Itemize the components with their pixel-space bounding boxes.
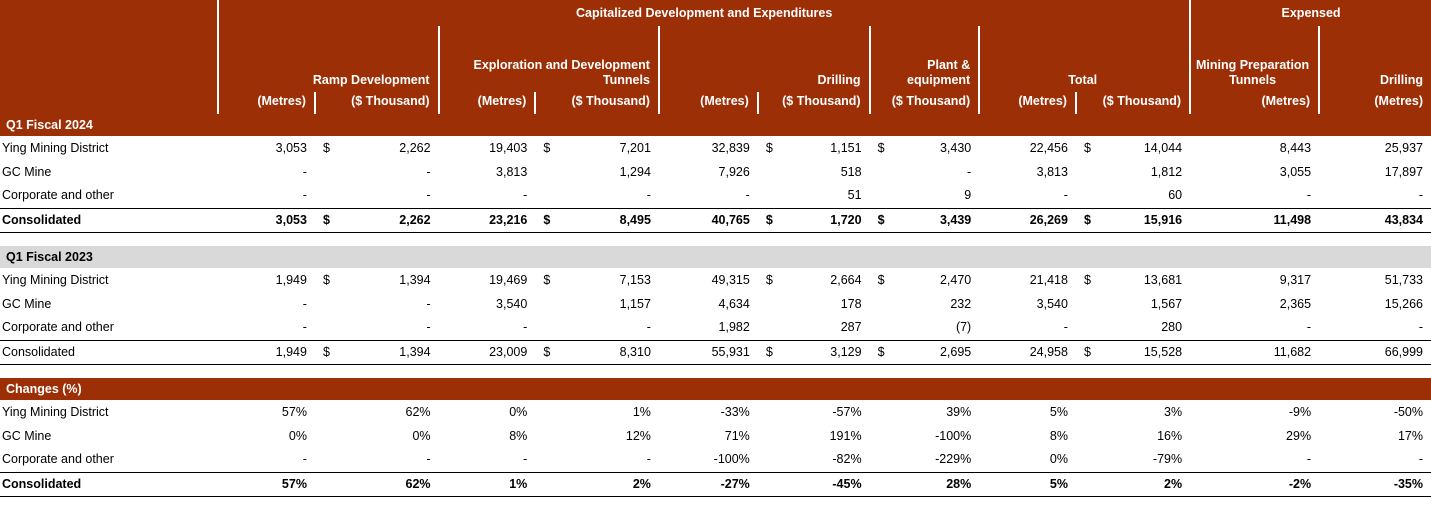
section-title-row xyxy=(0,246,1431,268)
cell-currency: $ xyxy=(323,272,330,287)
row-label: GC Mine xyxy=(2,428,52,443)
cell-plant-dollars: 9 xyxy=(885,184,980,208)
cell-ramp-metres: - xyxy=(218,316,315,340)
row-label: Corporate and other xyxy=(0,184,218,208)
cell-expensed-drilling-metres: 66,999 xyxy=(1319,340,1431,364)
cell-tunnels-dollars: 7,201 xyxy=(619,140,651,155)
cell-drilling-metres: - xyxy=(659,184,758,208)
unit-plant-dollars: ($ Thousand) xyxy=(870,92,980,114)
row-label: Consolidated xyxy=(0,340,218,364)
cell-currency: $ xyxy=(870,208,885,232)
cell-drilling-dollars: 178 xyxy=(840,296,862,311)
cell-tunnels-dollars: 1,157 xyxy=(619,296,651,311)
cell-expensed-drilling-metres: 25,937 xyxy=(1384,140,1423,155)
cell-mining-prep-metres: -9% xyxy=(1288,404,1312,419)
cell-expensed-drilling-metres: - xyxy=(1319,184,1431,208)
cell-ramp-metres: 57% xyxy=(218,472,315,496)
cell-total-dollars: 280 xyxy=(1091,316,1190,340)
cell-drilling-metres: 32,839 xyxy=(711,140,750,155)
row-label: Consolidated xyxy=(0,208,218,232)
cell-ramp-dollars: 2,262 xyxy=(399,140,431,155)
cell-tunnels-dollars: - xyxy=(550,316,659,340)
cell-tunnels-dollars: 8,495 xyxy=(550,208,659,232)
row-label: Consolidated xyxy=(0,472,218,496)
cell-ramp-dollars: - xyxy=(330,316,439,340)
cell-currency xyxy=(535,292,550,316)
row-label: GC Mine xyxy=(2,296,52,311)
cell-currency: $ xyxy=(877,272,885,287)
unit-tunnels-metres: (Metres) xyxy=(439,92,536,114)
cell-currency xyxy=(535,472,550,496)
cell-tunnels-metres: 19,403 xyxy=(489,140,528,155)
cell-expensed-drilling-metres: -35% xyxy=(1319,472,1431,496)
cell-ramp-metres: - xyxy=(302,164,307,179)
cell-drilling-metres: 1,982 xyxy=(659,316,758,340)
cell-tunnels-dollars: - xyxy=(550,184,659,208)
cell-currency xyxy=(870,424,885,448)
cell-drilling-dollars: -82% xyxy=(773,448,870,472)
table-row-total xyxy=(0,340,1431,364)
cell-currency xyxy=(1076,316,1091,340)
cell-mining-prep-metres: 11,498 xyxy=(1190,208,1319,232)
cell-tunnels-metres: - xyxy=(439,316,536,340)
unit-drilling-metres: (Metres) xyxy=(659,92,758,114)
cell-drilling-metres: 55,931 xyxy=(659,340,758,364)
cell-total-dollars: 1,812 xyxy=(1150,164,1183,179)
cell-ramp-dollars: 62% xyxy=(330,472,439,496)
cell-currency: $ xyxy=(758,208,773,232)
unit-tunnels-dollars: ($ Thousand) xyxy=(535,92,659,114)
cell-ramp-metres: - xyxy=(218,184,315,208)
header-group-capitalized: Capitalized Development and Expenditures xyxy=(218,0,1190,26)
cell-ramp-dollars: - xyxy=(426,296,431,311)
cell-currency xyxy=(535,184,550,208)
cell-ramp-metres: 3,053 xyxy=(218,208,315,232)
cell-drilling-metres: 40,765 xyxy=(659,208,758,232)
cell-total-dollars: 16% xyxy=(1157,428,1183,443)
unit-drilling-dollars: ($ Thousand) xyxy=(758,92,870,114)
section-title-q1-fiscal-2024: Q1 Fiscal 2024 xyxy=(0,114,1431,136)
cell-currency xyxy=(315,400,330,424)
cell-currency xyxy=(315,160,330,184)
table-row xyxy=(0,292,1431,316)
cell-total-dollars: -79% xyxy=(1091,448,1190,472)
section-title-q1-fiscal-2023: Q1 Fiscal 2023 xyxy=(0,246,1431,268)
cell-ramp-metres: - xyxy=(218,448,315,472)
cell-drilling-dollars: -57% xyxy=(832,404,862,419)
cell-total-metres: 5% xyxy=(979,472,1076,496)
cell-total-metres: 3,540 xyxy=(1036,296,1068,311)
header-exploration-tunnels: Exploration and Development Tunnels xyxy=(439,26,659,92)
table-row xyxy=(0,424,1431,448)
cell-currency xyxy=(1076,400,1091,424)
cell-plant-dollars: 39% xyxy=(946,404,972,419)
cell-total-metres: 3,813 xyxy=(1036,164,1068,179)
cell-expensed-drilling-metres: 17% xyxy=(1397,428,1423,443)
cell-currency: $ xyxy=(765,140,773,155)
cell-currency xyxy=(1076,184,1091,208)
cell-currency xyxy=(758,184,773,208)
cell-expensed-drilling-metres: 17,897 xyxy=(1384,164,1423,179)
cell-currency xyxy=(1076,448,1091,472)
cell-currency: $ xyxy=(870,340,885,364)
cell-currency xyxy=(870,448,885,472)
cell-currency xyxy=(535,400,550,424)
cell-total-metres: 24,958 xyxy=(979,340,1076,364)
cell-currency xyxy=(758,424,773,448)
cell-currency: $ xyxy=(1076,340,1091,364)
cell-ramp-metres: 0% xyxy=(288,428,307,443)
cell-drilling-metres: -100% xyxy=(659,448,758,472)
cell-currency: $ xyxy=(535,340,550,364)
unit-total-metres: (Metres) xyxy=(979,92,1076,114)
cell-currency: $ xyxy=(315,340,330,364)
cell-total-dollars: 3% xyxy=(1164,404,1183,419)
cell-mining-prep-metres: 29% xyxy=(1286,428,1312,443)
cell-currency: $ xyxy=(765,272,773,287)
cell-drilling-dollars: 191% xyxy=(829,428,862,443)
cell-currency xyxy=(870,400,885,424)
section-spacer xyxy=(0,232,1431,246)
header-unit-row xyxy=(0,92,1431,114)
header-title-row xyxy=(0,26,1431,92)
cell-tunnels-metres: - xyxy=(439,184,536,208)
cell-expensed-drilling-metres: - xyxy=(1319,448,1431,472)
cell-plant-dollars: 232 xyxy=(950,296,972,311)
cell-plant-dollars: 28% xyxy=(885,472,980,496)
cell-tunnels-metres: - xyxy=(439,448,536,472)
cell-ramp-dollars: - xyxy=(330,448,439,472)
cell-drilling-metres: -27% xyxy=(659,472,758,496)
cell-drilling-dollars: 287 xyxy=(773,316,870,340)
cell-currency: $ xyxy=(535,208,550,232)
cell-currency xyxy=(758,316,773,340)
cell-currency xyxy=(758,292,773,316)
cell-currency xyxy=(870,184,885,208)
row-label: Ying Mining District xyxy=(2,272,109,287)
cell-total-dollars: 1,567 xyxy=(1150,296,1183,311)
cell-currency: $ xyxy=(543,272,551,287)
cell-ramp-metres: 1,949 xyxy=(275,272,307,287)
cell-currency xyxy=(870,316,885,340)
cell-tunnels-dollars: 2% xyxy=(550,472,659,496)
cell-drilling-dollars: 3,129 xyxy=(773,340,870,364)
cell-total-dollars: 15,916 xyxy=(1091,208,1190,232)
cell-ramp-metres: 1,949 xyxy=(218,340,315,364)
cell-plant-dollars: 2,695 xyxy=(885,340,980,364)
cell-drilling-metres: 7,926 xyxy=(718,164,750,179)
cell-total-metres: 22,456 xyxy=(1029,140,1068,155)
cell-mining-prep-metres: 8,443 xyxy=(1279,140,1312,155)
header-group-row xyxy=(0,0,1431,26)
cell-currency: $ xyxy=(315,208,330,232)
cell-tunnels-metres: 8% xyxy=(509,428,528,443)
cell-ramp-metres: 3,053 xyxy=(275,140,307,155)
row-label: Corporate and other xyxy=(0,448,218,472)
cell-total-metres: 8% xyxy=(1049,428,1068,443)
table-row xyxy=(0,448,1431,472)
cell-plant-dollars: -229% xyxy=(885,448,980,472)
cell-tunnels-metres: 1% xyxy=(439,472,536,496)
cell-ramp-dollars: 0% xyxy=(412,428,431,443)
cell-drilling-dollars: 1,151 xyxy=(830,140,862,155)
cell-tunnels-dollars: - xyxy=(550,448,659,472)
cell-total-metres: - xyxy=(979,184,1076,208)
cell-currency: $ xyxy=(1084,272,1091,287)
cell-currency xyxy=(315,448,330,472)
table-row xyxy=(0,400,1431,424)
cell-total-dollars: 2% xyxy=(1091,472,1190,496)
cell-currency xyxy=(315,292,330,316)
cell-mining-prep-metres: 3,055 xyxy=(1279,164,1312,179)
cell-currency: $ xyxy=(1076,208,1091,232)
cell-currency xyxy=(315,472,330,496)
row-label: Corporate and other xyxy=(0,316,218,340)
cell-currency: $ xyxy=(1084,140,1091,155)
cell-total-dollars: 14,044 xyxy=(1143,140,1183,155)
row-label: Ying Mining District xyxy=(2,404,109,419)
cell-total-metres: - xyxy=(979,316,1076,340)
cell-currency xyxy=(315,316,330,340)
cell-currency xyxy=(535,316,550,340)
cell-total-metres: 21,418 xyxy=(1029,272,1068,287)
cell-currency xyxy=(870,292,885,316)
cell-currency: $ xyxy=(758,340,773,364)
header-expensed-drilling: Drilling xyxy=(1319,26,1431,92)
cell-tunnels-dollars: 7,153 xyxy=(619,272,651,287)
cell-currency xyxy=(870,472,885,496)
cell-total-dollars: 15,528 xyxy=(1091,340,1190,364)
cell-expensed-drilling-metres: 15,266 xyxy=(1384,296,1423,311)
cell-tunnels-metres: 23,216 xyxy=(439,208,536,232)
cell-ramp-dollars: 2,262 xyxy=(330,208,439,232)
cell-mining-prep-metres: 11,682 xyxy=(1190,340,1319,364)
cell-ramp-dollars: 1,394 xyxy=(330,340,439,364)
cell-currency xyxy=(870,160,885,184)
cell-tunnels-dollars: 1% xyxy=(632,404,651,419)
header-mining-preparation-tunnels: Mining Preparation Tunnels xyxy=(1190,26,1319,92)
unit-total-dollars: ($ Thousand) xyxy=(1076,92,1190,114)
cell-drilling-metres: 71% xyxy=(724,428,750,443)
cell-drilling-dollars: 518 xyxy=(840,164,862,179)
table-row-total xyxy=(0,472,1431,496)
cell-mining-prep-metres: - xyxy=(1190,448,1319,472)
cell-mining-prep-metres: - xyxy=(1190,184,1319,208)
table-row xyxy=(0,268,1431,292)
cell-plant-dollars: (7) xyxy=(885,316,980,340)
unit-ramp-dollars: ($ Thousand) xyxy=(315,92,439,114)
cell-currency: $ xyxy=(877,140,885,155)
cell-currency xyxy=(315,184,330,208)
header-group-expensed: Expensed xyxy=(1190,0,1431,26)
cell-currency xyxy=(535,448,550,472)
cell-expensed-drilling-metres: -50% xyxy=(1393,404,1423,419)
cell-currency: $ xyxy=(323,140,330,155)
cell-tunnels-metres: 23,009 xyxy=(439,340,536,364)
header-ramp-development: Ramp Development xyxy=(218,26,438,92)
table-row xyxy=(0,160,1431,184)
cell-plant-dollars: 2,470 xyxy=(939,272,972,287)
cell-tunnels-dollars: 8,310 xyxy=(550,340,659,364)
unit-ramp-metres: (Metres) xyxy=(218,92,315,114)
row-label: GC Mine xyxy=(2,164,52,179)
section-title-row xyxy=(0,378,1431,400)
cell-tunnels-metres: 3,540 xyxy=(496,296,528,311)
cell-mining-prep-metres: -2% xyxy=(1190,472,1319,496)
cell-ramp-dollars: - xyxy=(330,184,439,208)
cell-total-metres: 26,269 xyxy=(979,208,1076,232)
cell-ramp-metres: 57% xyxy=(281,404,307,419)
section-title-row xyxy=(0,114,1431,136)
cell-expensed-drilling-metres: 51,733 xyxy=(1384,272,1423,287)
table-row xyxy=(0,184,1431,208)
cell-currency xyxy=(758,400,773,424)
section-title-changes: Changes (%) xyxy=(0,378,1431,400)
cell-expensed-drilling-metres: - xyxy=(1319,316,1431,340)
cell-plant-dollars: -100% xyxy=(935,428,972,443)
cell-plant-dollars: - xyxy=(967,164,972,179)
cell-total-metres: 0% xyxy=(979,448,1076,472)
cell-drilling-dollars: -45% xyxy=(773,472,870,496)
header-entity-title xyxy=(0,26,218,92)
cell-currency xyxy=(758,448,773,472)
cell-drilling-dollars: 1,720 xyxy=(773,208,870,232)
unit-mining-prep-metres: (Metres) xyxy=(1190,92,1319,114)
cell-currency xyxy=(1076,160,1091,184)
cell-ramp-metres: - xyxy=(302,296,307,311)
cell-drilling-metres: 49,315 xyxy=(711,272,750,287)
cell-ramp-dollars: - xyxy=(426,164,431,179)
table-row xyxy=(0,316,1431,340)
cell-drilling-dollars: 2,664 xyxy=(830,272,862,287)
header-corner xyxy=(0,0,218,26)
cell-currency xyxy=(1076,424,1091,448)
cell-currency xyxy=(1076,292,1091,316)
cell-currency: $ xyxy=(543,140,551,155)
cell-mining-prep-metres: - xyxy=(1190,316,1319,340)
cell-currency xyxy=(315,424,330,448)
table-row xyxy=(0,136,1431,160)
header-plant-equipment: Plant & equipment xyxy=(870,26,980,92)
cell-currency xyxy=(758,472,773,496)
cell-tunnels-metres: 19,469 xyxy=(489,272,528,287)
cell-total-dollars: 60 xyxy=(1091,184,1190,208)
cell-ramp-dollars: 62% xyxy=(405,404,431,419)
cell-tunnels-metres: 0% xyxy=(509,404,528,419)
cell-currency xyxy=(758,160,773,184)
cell-mining-prep-metres: 2,365 xyxy=(1279,296,1312,311)
cell-tunnels-metres: 3,813 xyxy=(496,164,528,179)
cell-tunnels-dollars: 1,294 xyxy=(619,164,651,179)
cell-plant-dollars: 3,439 xyxy=(885,208,980,232)
cell-expensed-drilling-metres: 43,834 xyxy=(1319,208,1431,232)
header-total: Total xyxy=(979,26,1190,92)
cell-plant-dollars: 3,430 xyxy=(939,140,972,155)
cell-currency xyxy=(1076,472,1091,496)
cell-drilling-metres: 4,634 xyxy=(718,296,750,311)
cell-currency xyxy=(535,160,550,184)
row-label: Ying Mining District xyxy=(2,140,109,155)
unit-expensed-drilling-metres: (Metres) xyxy=(1319,92,1431,114)
section-spacer xyxy=(0,364,1431,378)
cell-drilling-metres: -33% xyxy=(720,404,750,419)
cell-ramp-dollars: 1,394 xyxy=(399,272,431,287)
cell-tunnels-dollars: 12% xyxy=(625,428,651,443)
cell-mining-prep-metres: 9,317 xyxy=(1279,272,1312,287)
cell-currency xyxy=(535,424,550,448)
table-row-total xyxy=(0,208,1431,232)
cell-total-dollars: 13,681 xyxy=(1143,272,1183,287)
cell-drilling-dollars: 51 xyxy=(773,184,870,208)
header-drilling: Drilling xyxy=(659,26,870,92)
cell-total-metres: 5% xyxy=(1049,404,1068,419)
header-entity-unit xyxy=(0,92,218,114)
